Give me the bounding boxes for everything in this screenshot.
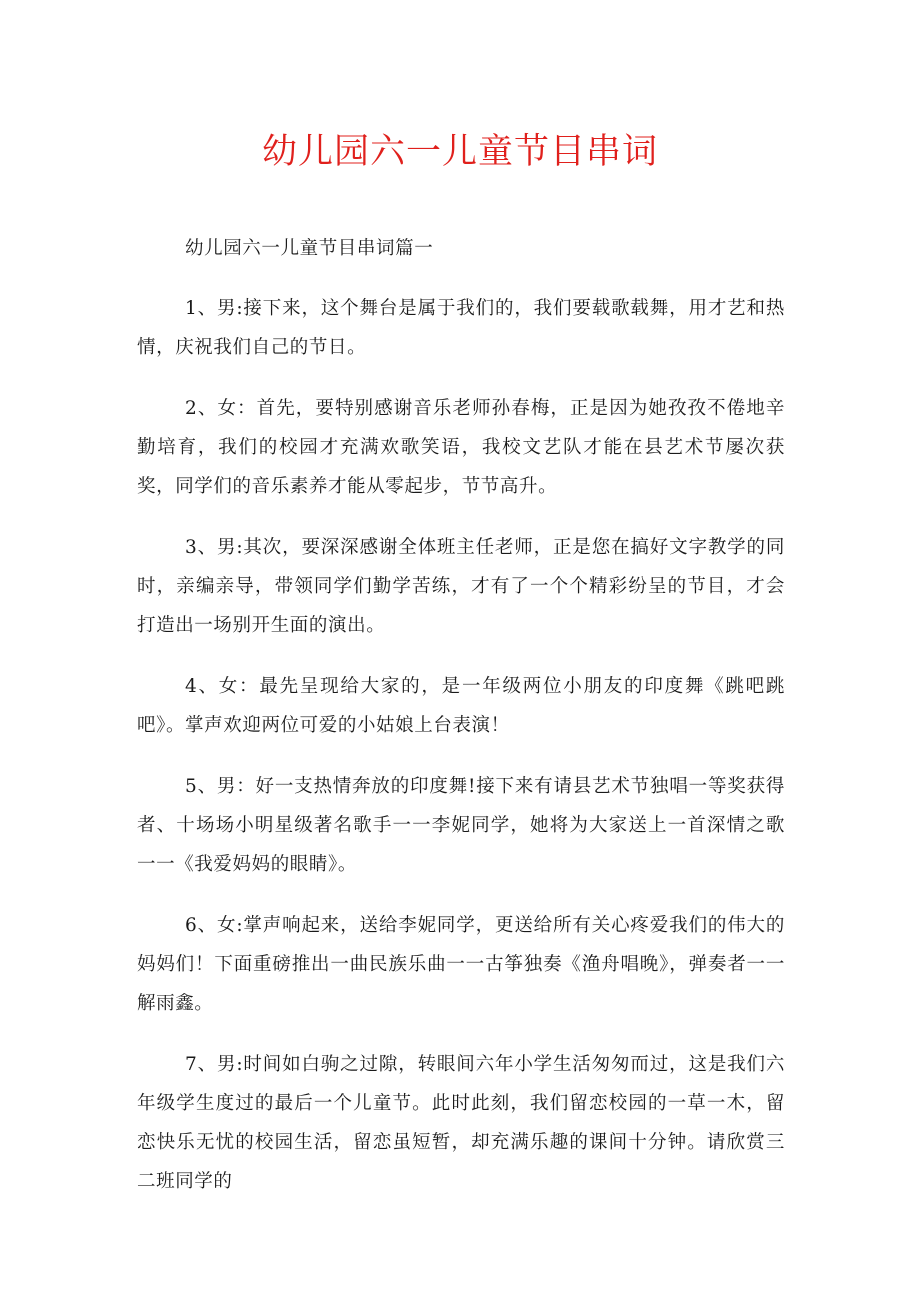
paragraph-4: 4、女：最先呈现给大家的，是一年级两位小朋友的印度舞《跳吧跳吧》。掌声欢迎两位可爱的小姑娘上台表演！ [137, 676, 785, 736]
document-body [137, 229, 785, 1223]
paragraph-7: 7、男:时间如白驹之过隙，转眼间六年小学生活匆匆而过，这是我们六年级学生度过的最后一个儿童节。此时此刻，我们留恋校园的一草一木，留恋快乐无忧的校园生活，留恋虽短暂，却充满乐趣的课间十分钟。请欣赏三二班同学的 [137, 1054, 785, 1192]
document-title: 幼儿园六一儿童节目串词 [261, 132, 658, 172]
paragraph-6: 6、女:掌声响起来，送给李妮同学，更送给所有关心疼爱我们的伟大的妈妈们！下面重磅推出一曲民族乐曲一一古筝独奏《渔舟唱晚》，弹奏者一一解雨鑫。 [137, 915, 785, 1014]
paragraph-1: 1、男:接下来，这个舞台是属于我们的，我们要载歌载舞，用才艺和热情，庆祝我们自己的节日。 [137, 298, 785, 358]
paragraph-2: 2、女：首先，要特别感谢音乐老师孙春梅，正是因为她孜孜不倦地辛勤培育，我们的校园才充满欢歌笑语，我校文艺队才能在县艺术节屡次获奖，同学们的音乐素养才能从零起步，节节高升。 [137, 398, 785, 497]
section-heading: 幼儿园六一儿童节目串词篇一 [185, 238, 434, 259]
paragraph-5: 5、男：好一支热情奔放的印度舞!接下来有请县艺术节独唱一等奖获得者、十场场小明星级著名歌手一一李妮同学，她将为大家送上一首深情之歌一一《我爱妈妈的眼睛》。 [137, 776, 785, 875]
paragraph-3: 3、男:其次，要深深感谢全体班主任老师，正是您在搞好文字教学的同时，亲编亲导，带领同学们勤学苦练，才有了一个个精彩纷呈的节目，才会打造出一场别开生面的演出。 [137, 537, 785, 636]
